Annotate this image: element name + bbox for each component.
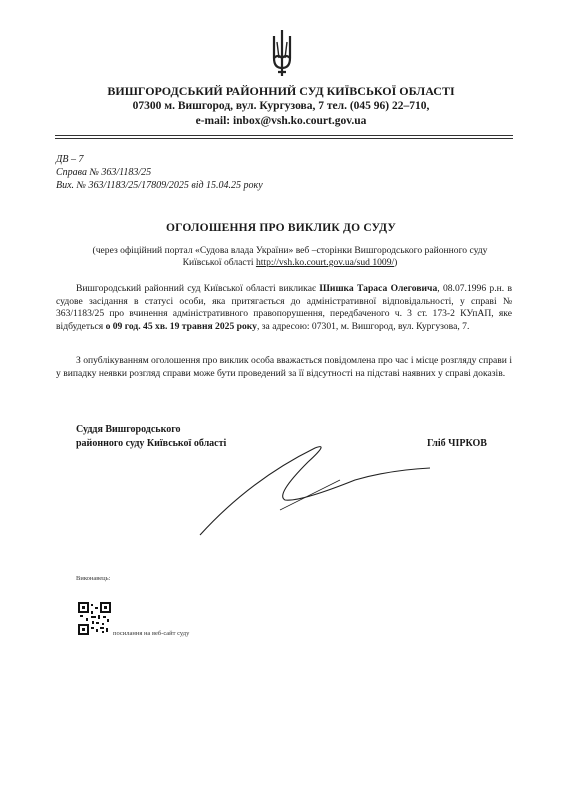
summons-text-address: , за адресою: 07301, м. Вишгород, вул. Кургузова, 7. — [256, 320, 470, 332]
header-divider-top — [55, 135, 513, 136]
summons-paragraph — [56, 283, 512, 333]
publication-note — [90, 245, 490, 269]
document-title: ОГОЛОШЕННЯ ПРО ВИКЛИК ДО СУДУ — [165, 222, 397, 234]
judge-title-line1: Суддя Вишгородського — [76, 424, 181, 435]
hearing-datetime: о 09 год. 45 хв. 19 травня 2025 року — [105, 320, 257, 332]
court-portal-link[interactable]: http://vsh.ko.court.gov.ua/sud 1009/ — [255, 257, 395, 268]
court-address: 07300 м. Вишгород, вул. Кургузова, 7 тел. (045 96) 22–710, — [132, 100, 430, 112]
ukraine-trident-emblem-icon — [271, 28, 293, 78]
handwritten-signature — [180, 440, 440, 540]
summons-text-details: , 08.07.1996 р.н. в судове засідання в статусі особи, яка притягається до адміністративної відповідальності, у справі № 363/1183/25 про вчинення адміністративного правопорушення, передбаченого ч. 3 ст. 173-2 КУпАП, яке відбудеться — [56, 283, 512, 332]
qr-caption: посилання на веб-сайт суду — [113, 630, 190, 637]
publication-note-close: ) — [394, 257, 398, 268]
executor-label: Виконавець: — [76, 575, 111, 582]
judge-title-line2: районного суду Київської області — [76, 438, 227, 449]
court-name: ВИШГОРОДСЬКИЙ РАЙОННИЙ СУД КИЇВСЬКОЇ ОБЛАСТІ — [107, 84, 455, 98]
case-number: Справа № 363/1183/25 — [56, 167, 152, 178]
outgoing-number: Вих. № 363/1183/25/17809/2025 від 15.04.25 року — [56, 180, 263, 191]
judge-name: Гліб ЧІРКОВ — [427, 438, 487, 449]
publication-note-text: (через офіційний портал «Судова влада України» веб –сторінки Вишгородського районного суду Київської області — [92, 245, 488, 268]
court-email: e-mail: inbox@vsh.ko.court.gov.ua — [195, 115, 367, 127]
qr-code-icon[interactable] — [78, 602, 111, 635]
header-divider-bottom — [55, 138, 513, 139]
summons-text-intro: Вишгородський районний суд Київської області викликає — [76, 283, 320, 294]
notice-paragraph: З опублікуванням оголошення про виклик особа вважається повідомлена про час і місце розгляду справи і у випадку неявки розгляд справи може бути проведений за її відсутності на підставі наявних у справі доказів. — [56, 355, 512, 379]
document-code: ДВ – 7 — [56, 154, 84, 165]
summoned-person-name: Шишка Тараса Олеговича — [319, 283, 438, 294]
